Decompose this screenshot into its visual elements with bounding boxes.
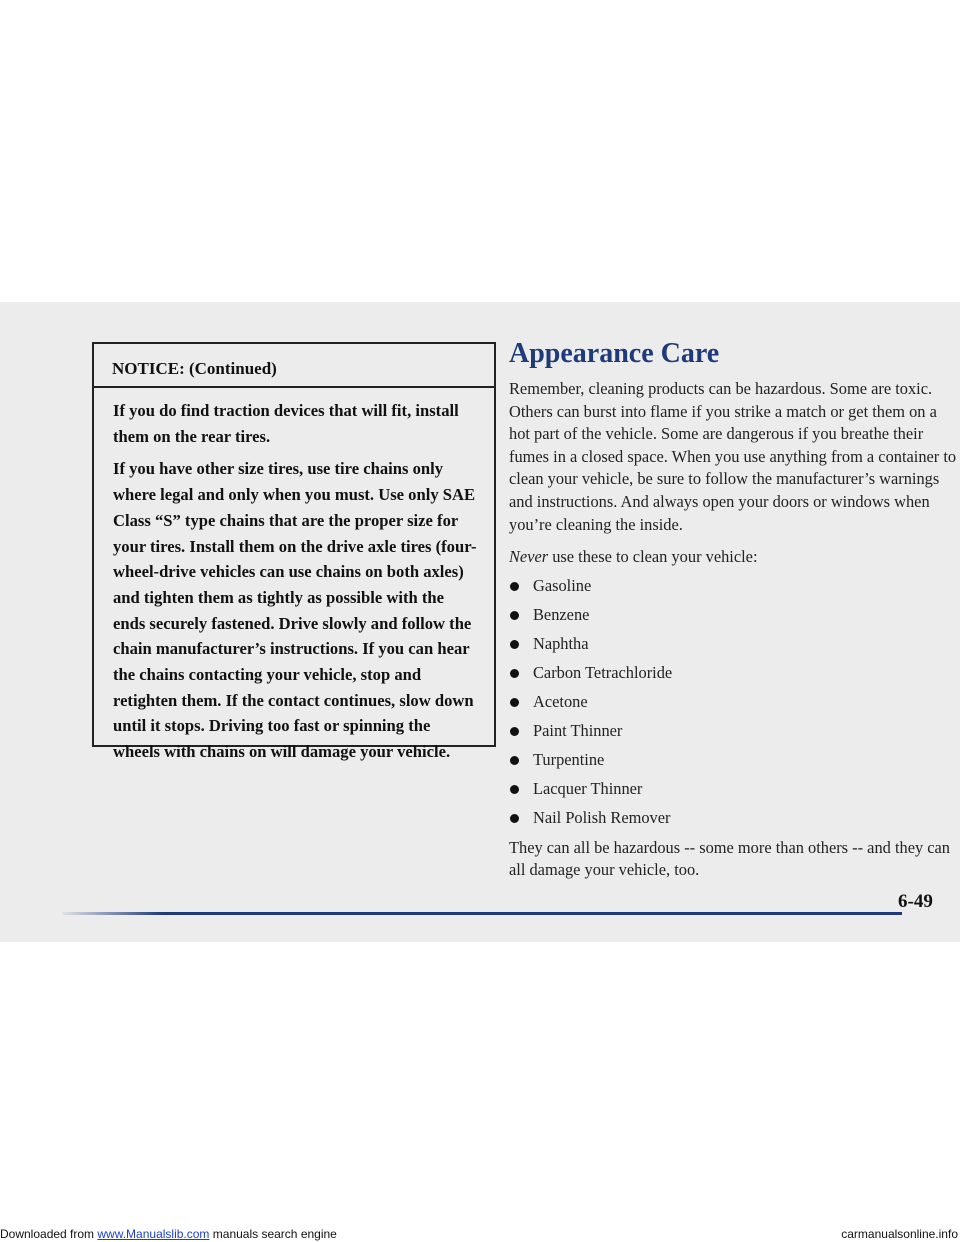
list-item [509,720,959,749]
list-item-label: Paint Thinner [533,720,623,740]
list-item-label: Gasoline [533,575,592,595]
bullet-icon [510,582,519,591]
list-item-label: Lacquer Thinner [533,778,643,798]
notice-body [94,388,494,765]
list-item-label: Nail Polish Remover [533,807,671,827]
bullet-icon [510,640,519,649]
footer-suffix: manuals search engine [209,1227,337,1241]
list-item [509,604,959,633]
list-item [509,691,959,720]
bullet-icon [510,785,519,794]
notice-box [92,342,496,762]
list-item [509,633,959,662]
outro-paragraph: They can all be hazardous -- some more than others -- and they can all damage your vehicle, too. [509,837,951,880]
never-rest: use these to clean your vehicle: [548,547,758,567]
section-title: Appearance Care [509,338,720,369]
list-item-label: Benzene [533,604,590,624]
notice-paragraph-2: If you have other size tires, use tire chains only where legal and only when you must. Use only SAE Class “S” type chains that are the proper size for your tires. Install them on the drive axle tires (four-wheel-drive vehicles can use chains on both axles) and tighten them as tightly as possible with the ends securely fastened. Drive slowly and follow the chain manufacturer’s instructions. If you can hear the chains contacting your vehicle, stop and retighten them. If the contact continues, slow down until it stops. Driving too fast or spinning the wheels with chains on will damage your vehicle. [113,459,477,762]
list-item-label: Turpentine [533,749,605,769]
list-item [509,749,959,778]
page-rule [62,912,902,915]
watermark: carmanualsonline.info [841,1227,958,1241]
list-item [509,778,959,807]
bullet-icon [510,669,519,678]
bullet-icon [510,727,519,736]
bullet-icon [510,698,519,707]
list-item-label: Carbon Tetrachloride [533,662,673,682]
never-word: Never [509,547,549,567]
page-number: 6-49 [898,891,933,912]
manualslib-link[interactable]: www.Manualslib.com [97,1227,210,1241]
bullet-icon [510,611,519,620]
never-line [509,546,959,569]
list-item [509,807,959,836]
intro-paragraph: Remember, cleaning products can be hazardous. Some are toxic. Others can burst into flame if you strike a match or get them on a hot part of the vehicle. Some are dangerous if you breathe their fumes in a closed space. When you use anything from a container to clean your vehicle, be sure to follow the manufacturer’s warnings and instructions. And always open your doors or windows when you’re cleaning the inside. [509,379,957,534]
bullet-icon [510,814,519,823]
list-item [509,662,959,691]
download-footer [0,1227,337,1241]
list-item [509,575,959,604]
notice-header: NOTICE: (Continued) [94,344,494,388]
notice-paragraph-1: If you do find traction devices that will fit, install them on the rear tires. [113,401,459,446]
list-item-label: Acetone [533,691,588,711]
appearance-care-content [509,378,959,882]
footer-prefix: Downloaded from [0,1227,98,1241]
list-item-label: Naphtha [533,633,589,653]
bullet-icon [510,756,519,765]
hazard-list [509,575,959,836]
